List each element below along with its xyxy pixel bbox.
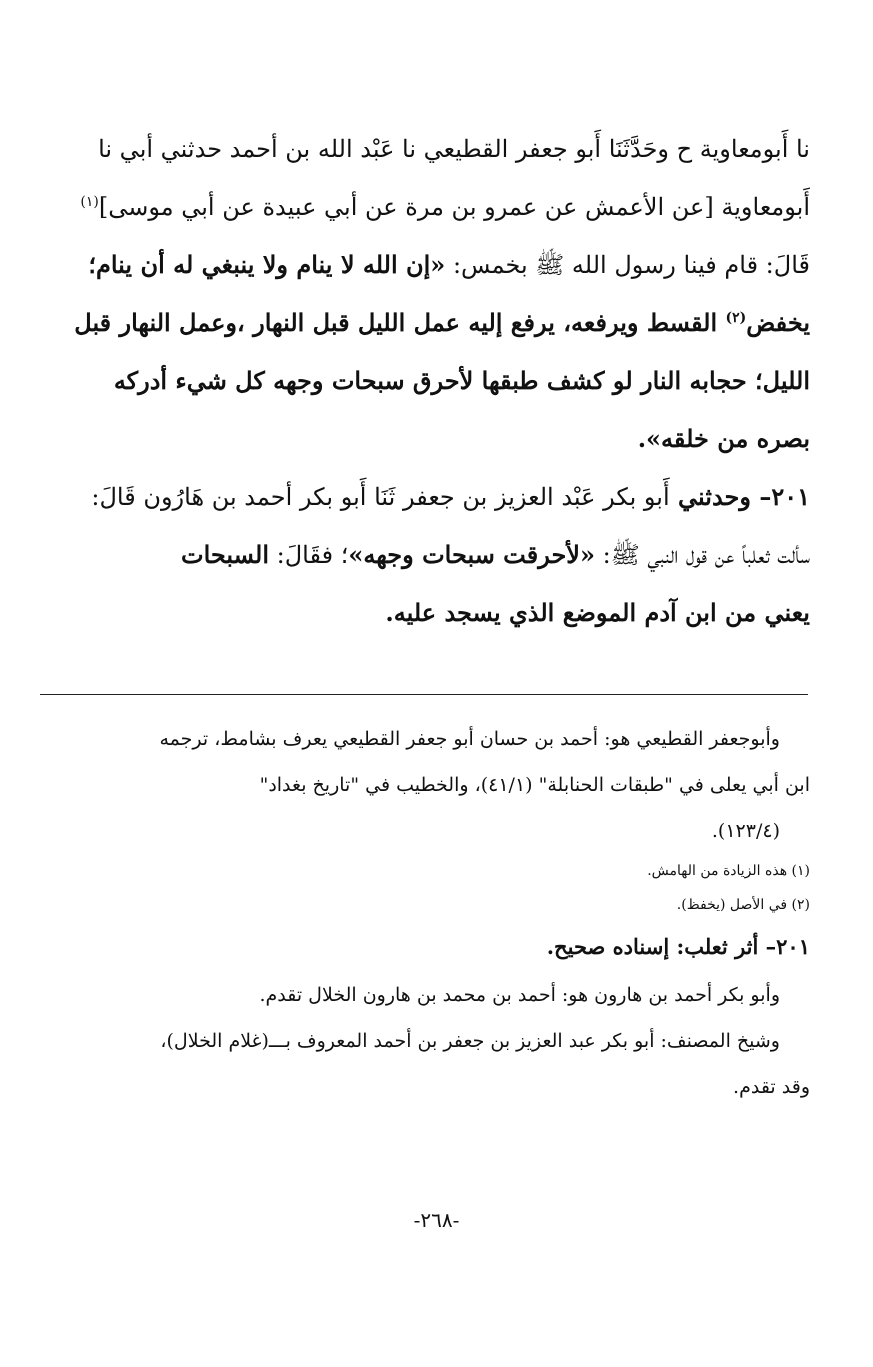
main-line-8-plain-2: ؛ فقَالَ:: [269, 541, 349, 569]
main-line-5-text: الليل؛ حجابه النار لو كشف طبقها لأحرق سبحات وجهه كل شيء أدركه: [113, 366, 810, 395]
note-line-2: ابن أبي يعلى في "طبقات الحنابلة" (٤١/١)، والخطيب في "تاريخ بغداد": [259, 774, 810, 796]
main-line-8: [38, 526, 810, 584]
main-line-8-bold-2: السبحات: [180, 540, 270, 569]
main-text-block: [38, 120, 810, 642]
main-line-3-plain: قَالَ: قام فينا رسول الله ﷺ بخمس:: [445, 251, 810, 279]
main-line-1-text: نا أَبومعاوية ح وحَدَّثَنَا أَبو جعفر القطيعي نا عَبْد الله بن أحمد حدثني أبي نا: [98, 135, 810, 163]
main-line-3: [38, 236, 810, 294]
footnote-2: (٢) في الأصل (يخفظ).: [676, 897, 810, 913]
main-line-8-quote: «لأحرقت سبحات وجهه»: [348, 540, 595, 569]
page-number: -٢٦٨-: [413, 1208, 460, 1232]
note-line-6: وقد تقدم.: [733, 1076, 810, 1098]
footnote-ref-2: (٢): [725, 310, 747, 326]
footnote-ref-1: (١): [80, 194, 99, 210]
hadith-201-number: ٢٠١– وحدثني: [669, 482, 810, 511]
main-line-2: [38, 178, 810, 236]
main-line-4: [38, 294, 810, 352]
main-line-6: [38, 410, 810, 468]
footnote-separator: [40, 694, 808, 695]
main-line-6-text: بصره من خلقه».: [637, 424, 810, 453]
main-line-2-text: أَبومعاوية [عن الأعمش عن عمرو بن مرة عن أبي عبيدة عن أبي موسى]: [98, 193, 810, 221]
main-line-7-plain: أَبو بكر عَبْد العزيز بن جعفر ثَنَا أَبو بكر أحمد بن هَارُون قَالَ:: [91, 483, 670, 511]
main-line-5: [38, 352, 810, 410]
note-line-4: وأبو بكر أحمد بن هارون هو: أحمد بن محمد بن هارون الخلال تقدم.: [259, 984, 780, 1006]
main-line-4-rest: القسط ويرفعه، يرفع إليه عمل الليل قبل النهار ،وعمل النهار قبل: [74, 308, 726, 337]
main-line-7: [38, 468, 810, 526]
note-line-3: (١٢٣/٤).: [711, 820, 780, 842]
note-heading-201: ٢٠١– أثر ثعلب: إسناده صحيح.: [546, 934, 810, 959]
footnote-1: (١) هذه الزيادة من الهامش.: [647, 863, 810, 879]
note-line-5: وشيخ المصنف: أبو بكر عبد العزيز بن جعفر بن أحمد المعروف بـــ(غلام الخلال)،: [160, 1030, 780, 1052]
main-line-3-bold: «إن الله لا ينام ولا ينبغي له أن ينام؛: [88, 250, 446, 279]
main-line-9: [38, 584, 810, 642]
main-line-4-start: يخفض: [746, 308, 810, 337]
main-line-8-plain: سألت ثعلباً عن قول النبي ﷺ:: [594, 541, 810, 569]
main-line-9-text: يعني من ابن آدم الموضع الذي يسجد عليه.: [385, 598, 810, 627]
note-line-1: وأبوجعفر القطيعي هو: أحمد بن حسان أبو جعفر القطيعي يعرف بشامط، ترجمه: [159, 728, 780, 750]
footnotes-block: [38, 716, 810, 1110]
main-line-1: [38, 120, 810, 178]
